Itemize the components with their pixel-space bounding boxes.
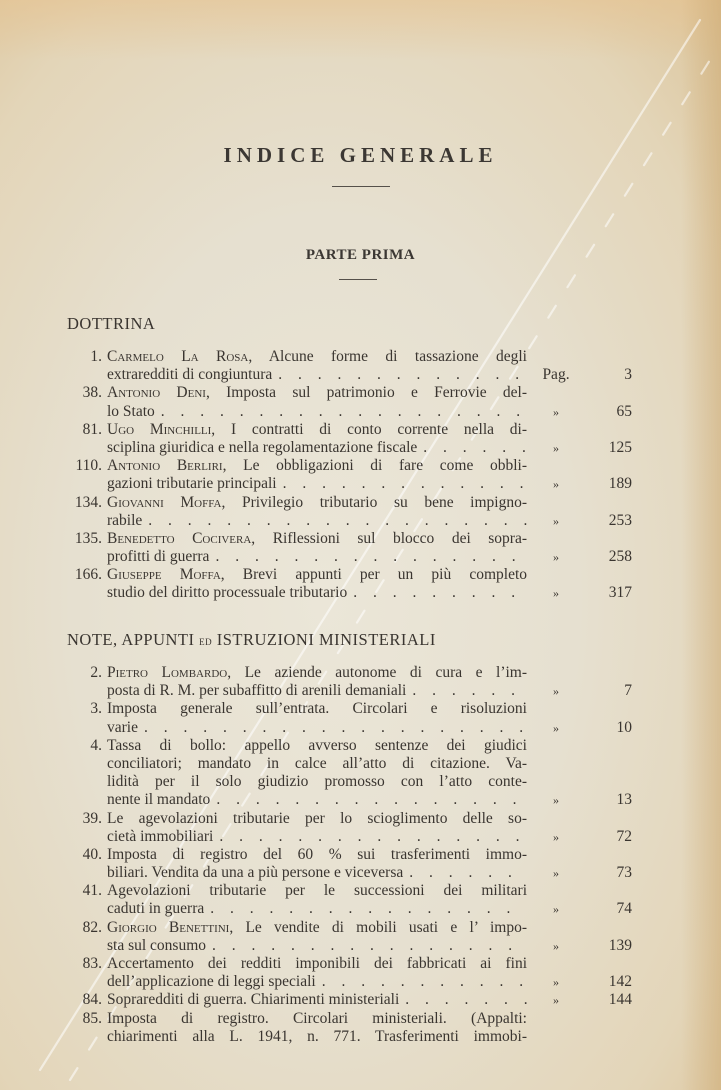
toc-entry[interactable] bbox=[0, 955, 721, 991]
ditto-mark: » bbox=[553, 684, 559, 699]
entry-page: 74 bbox=[616, 900, 632, 918]
ditto-mark: » bbox=[553, 902, 559, 917]
entry-title: Imposta di registro. Circolari ministeriali. (Appalti: bbox=[107, 1009, 527, 1027]
entry-title: Privilegio tributario su bene impigno- bbox=[241, 493, 527, 511]
entry-page: 189 bbox=[608, 475, 632, 493]
entry-title-cont: lidità per il solo giudizio promosso con l’atto conte- bbox=[107, 773, 527, 791]
toc-entry[interactable] bbox=[0, 846, 721, 882]
ditto-mark: » bbox=[553, 720, 559, 735]
toc-entry[interactable] bbox=[0, 700, 721, 736]
entry-author: Benedetto Cocivera, bbox=[107, 529, 256, 547]
entry-number: 3. bbox=[90, 700, 102, 718]
page-title: INDICE GENERALE bbox=[223, 143, 498, 167]
ditto-mark: » bbox=[553, 938, 559, 953]
entry-author: Pietro Lombardo, bbox=[107, 664, 232, 681]
entry-author: Giuseppe Moffa, bbox=[107, 566, 225, 584]
entry-title-cont: extraredditi di congiuntura bbox=[107, 366, 273, 384]
entry-number: 83. bbox=[82, 955, 102, 972]
leader-dots bbox=[219, 828, 527, 846]
entry-title: Tassa di bollo: appello avverso sentenze dei giudici bbox=[107, 736, 527, 754]
entry-page: 142 bbox=[608, 973, 632, 991]
leader-dots bbox=[144, 719, 527, 737]
entry-page: 13 bbox=[616, 791, 632, 809]
entry-title-cont: varie bbox=[107, 718, 138, 736]
part-rule bbox=[339, 279, 377, 280]
entry-title-cont: posta di R. M. per subaffitto di arenili demaniali bbox=[107, 682, 407, 700]
entry-title-cont: studio del diritto processuale tributario bbox=[107, 584, 348, 602]
ditto-mark: » bbox=[553, 586, 559, 601]
entry-title: I contratti di conto corrente nella di- bbox=[230, 420, 527, 438]
entry-page: 139 bbox=[608, 936, 632, 954]
toc-entry[interactable] bbox=[0, 457, 721, 493]
entry-author: Giorgio Benettini, bbox=[107, 918, 234, 936]
leader-dots bbox=[161, 403, 527, 421]
ditto-mark: » bbox=[553, 477, 559, 492]
entry-title: Agevolazioni tributarie per le successioni dei militari bbox=[107, 882, 527, 900]
entry-title-cont: lo Stato bbox=[107, 402, 155, 420]
toc-entry[interactable] bbox=[0, 882, 721, 918]
entry-number: 84. bbox=[82, 991, 102, 1009]
entry-title: Le aziende autonome di cura e l’im- bbox=[244, 664, 527, 681]
leader-dots bbox=[148, 512, 527, 530]
entry-number: 110. bbox=[75, 457, 102, 475]
section-heading-conj: ed bbox=[199, 633, 213, 648]
toc-entry[interactable] bbox=[0, 494, 721, 530]
entry-title: Imposta sul patrimonio e Ferrovie del- bbox=[226, 384, 527, 402]
entry-title-cont: chiarimenti alla L. 1941, n. 771. Trasferimenti immobi- bbox=[107, 1027, 527, 1045]
entry-page: 72 bbox=[616, 827, 632, 845]
entry-title-cont: dell’applicazione di leggi speciali bbox=[107, 973, 316, 991]
leader-dots bbox=[409, 864, 527, 882]
entry-title: Imposta di registro del 60 % sui trasferimenti immo- bbox=[107, 845, 527, 863]
entry-author: Carmelo La Rosa, bbox=[107, 348, 253, 365]
entry-title-cont: profitti di guerra bbox=[107, 548, 210, 566]
entry-title-cont: gazioni tributarie principali bbox=[107, 475, 277, 493]
entry-title-cont: conciliatori; mandato in calce all’atto di citazione. Va- bbox=[107, 754, 527, 772]
toc-entry[interactable] bbox=[0, 348, 721, 384]
entry-title-cont: cietà immobiliari bbox=[107, 827, 214, 845]
section-heading-dottrina bbox=[67, 314, 155, 334]
entry-page: 253 bbox=[608, 511, 632, 529]
entry-title: Le obbligazioni di fare come obbli- bbox=[243, 457, 527, 475]
toc-entry[interactable] bbox=[0, 919, 721, 955]
entry-number: 135. bbox=[74, 529, 102, 547]
section-heading-text: NOTE, APPUNTI bbox=[67, 630, 195, 649]
note-entries bbox=[0, 664, 721, 1046]
entry-number: 1. bbox=[90, 348, 102, 365]
entry-author: Antonio Deni, bbox=[107, 384, 210, 402]
entry-number: 39. bbox=[82, 809, 102, 827]
entry-page: 258 bbox=[608, 548, 632, 566]
entry-page: 73 bbox=[616, 864, 632, 882]
entry-number: 4. bbox=[90, 736, 102, 754]
section-heading-text: ISTRUZIONI MINISTERIALI bbox=[216, 630, 436, 649]
entry-title-cont: rabile bbox=[107, 511, 143, 529]
entry-title: Accertamento dei redditi imponibili dei fabbricati ai fini bbox=[107, 955, 527, 972]
entry-title-cont: biliari. Vendita da una a più persone e viceversa bbox=[107, 864, 404, 882]
entry-number: 82. bbox=[82, 918, 102, 936]
entry-title-cont: sciplina giuridica e nella regolamentazione fiscale bbox=[107, 438, 418, 456]
title-rule bbox=[332, 186, 390, 187]
entry-number: 40. bbox=[82, 845, 102, 863]
entry-title: Brevi appunti per un più completo bbox=[242, 566, 527, 584]
dottrina-entries bbox=[0, 348, 721, 603]
leader-dots bbox=[405, 991, 527, 1009]
entry-page: 3 bbox=[624, 366, 632, 384]
toc-entry[interactable] bbox=[0, 421, 721, 457]
leader-dots bbox=[322, 973, 527, 991]
leader-dots bbox=[210, 900, 527, 918]
toc-entry[interactable] bbox=[0, 737, 721, 810]
leader-dots bbox=[216, 791, 527, 809]
entry-author: Ugo Minchilli, bbox=[107, 420, 216, 438]
ditto-mark: » bbox=[553, 440, 559, 455]
entry-number: 85. bbox=[82, 1009, 102, 1027]
ditto-mark: » bbox=[553, 975, 559, 990]
entry-title: Alcune forme di tassazione degli bbox=[268, 348, 527, 365]
entry-number: 134. bbox=[74, 493, 102, 511]
entry-page: 10 bbox=[616, 718, 632, 736]
toc-entry[interactable] bbox=[0, 530, 721, 566]
toc-entry[interactable] bbox=[0, 991, 721, 1009]
entry-author: Giovanni Moffa, bbox=[107, 493, 226, 511]
leader-dots bbox=[278, 366, 527, 384]
ditto-mark: » bbox=[553, 513, 559, 528]
ditto-mark: » bbox=[553, 404, 559, 419]
entry-author: Antonio Berliri, bbox=[107, 457, 227, 475]
ditto-mark: » bbox=[553, 829, 559, 844]
leader-dots bbox=[212, 937, 527, 955]
leader-dots bbox=[353, 584, 527, 602]
toc-entry[interactable] bbox=[0, 1010, 721, 1046]
entry-page: 7 bbox=[624, 682, 632, 700]
entry-page: 65 bbox=[616, 402, 632, 420]
entry-title: Le vendite di mobili usati e l’ impo- bbox=[245, 918, 527, 936]
toc-entry[interactable] bbox=[0, 384, 721, 420]
entry-title-cont: nente il mandato bbox=[107, 791, 211, 809]
ditto-mark: » bbox=[553, 550, 559, 565]
entry-number: 2. bbox=[90, 664, 102, 681]
toc-entry[interactable] bbox=[0, 664, 721, 700]
leader-dots bbox=[215, 548, 527, 566]
page-prefix: Pag. bbox=[542, 366, 570, 384]
ditto-mark: » bbox=[553, 793, 559, 808]
entry-number: 166. bbox=[74, 566, 102, 584]
entry-title-cont: caduti in guerra bbox=[107, 900, 205, 918]
entry-number: 38. bbox=[82, 384, 102, 402]
leader-dots bbox=[412, 682, 527, 700]
toc-entry[interactable] bbox=[0, 566, 721, 602]
part-heading: PARTE PRIMA bbox=[305, 247, 416, 263]
entry-title: Riflessioni sul blocco dei sopra- bbox=[272, 529, 527, 547]
ditto-mark: » bbox=[553, 993, 559, 1008]
ditto-mark: » bbox=[553, 866, 559, 881]
entry-number: 81. bbox=[82, 420, 102, 438]
entry-page: 125 bbox=[608, 438, 632, 456]
entry-page: 317 bbox=[608, 584, 632, 602]
toc-entry[interactable] bbox=[0, 810, 721, 846]
leader-dots bbox=[423, 439, 527, 457]
entry-title: Le agevolazioni tributarie per lo scioglimento delle so- bbox=[107, 809, 527, 827]
entry-page: 144 bbox=[608, 991, 632, 1009]
entry-number: 41. bbox=[82, 882, 102, 900]
entry-title: Sopraredditi di guerra. Chiarimenti ministeriali bbox=[107, 991, 400, 1009]
leader-dots bbox=[283, 475, 527, 493]
section-heading-note bbox=[67, 630, 436, 650]
entry-title: Imposta generale sull’entrata. Circolari e risoluzioni bbox=[107, 700, 527, 718]
section-heading-text: DOTTRINA bbox=[67, 314, 156, 333]
entry-title-cont: sta sul consumo bbox=[107, 936, 207, 954]
